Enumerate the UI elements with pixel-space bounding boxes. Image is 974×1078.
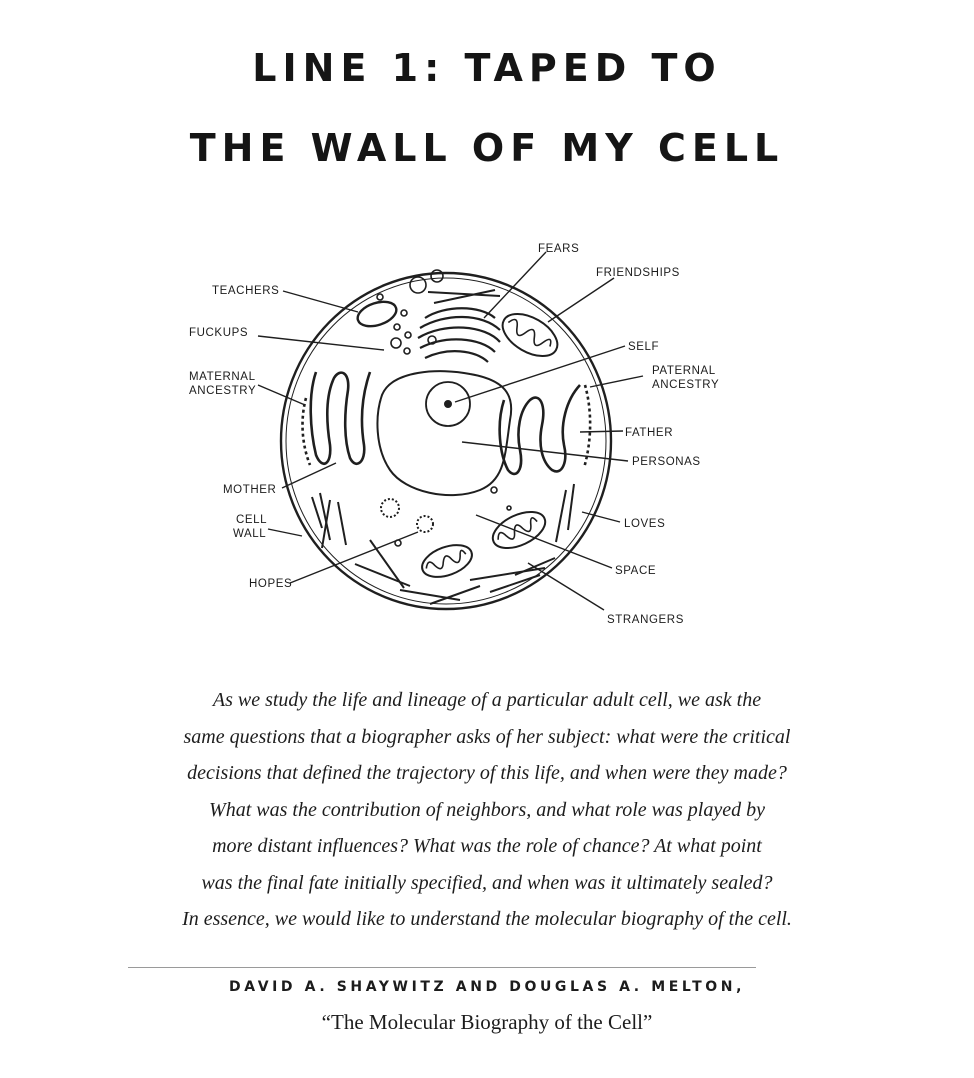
label-father: FATHER — [625, 427, 674, 439]
quote-line: was the final fate initially specified, and when was it ultimately sealed? — [201, 871, 773, 894]
label-cell-wall-1: CELL — [236, 514, 268, 526]
label-paternal-ancestry-2: ANCESTRY — [652, 379, 720, 391]
label-hopes: HOPES — [249, 578, 293, 590]
attribution-source: “The Molecular Biography of the Cell” — [321, 1010, 653, 1034]
quote-line: decisions that defined the trajectory of this life, and when were they made? — [187, 762, 787, 784]
endoplasmic-reticulum-left — [303, 372, 370, 465]
label-maternal-ancestry-2: ANCESTRY — [189, 385, 257, 397]
attribution-authors: DAVID A. SHAYWITZ AND DOUGLAS A. MELTON, — [228, 979, 745, 995]
quote-line: same questions that a biographer asks of her subject: what were the critical — [183, 725, 791, 748]
cell-drawing — [281, 270, 611, 609]
label-personas: PERSONAS — [632, 456, 701, 468]
label-maternal-ancestry-1: MATERNAL — [189, 371, 256, 383]
label-mother: MOTHER — [223, 484, 277, 496]
epigraph-quote — [100, 682, 874, 938]
label-leader-lines — [258, 252, 643, 610]
label-self: SELF — [628, 341, 660, 353]
endoplasmic-reticulum-right — [500, 385, 590, 474]
cell-membrane-inner — [286, 278, 606, 604]
chapter-title-line-2: THE WALL OF MY CELL — [189, 126, 785, 170]
chapter-title-line-1: LINE 1: TAPED TO — [252, 46, 722, 90]
label-strangers: STRANGERS — [607, 614, 684, 626]
label-friendships: FRIENDSHIPS — [596, 267, 680, 279]
label-space: SPACE — [615, 565, 657, 577]
cell-diagram — [0, 200, 974, 650]
quote-line: As we study the life and lineage of a particular adult cell, we ask the — [212, 689, 762, 711]
label-fears: FEARS — [538, 243, 580, 255]
label-cell-wall-2: WALL — [233, 528, 267, 540]
label-paternal-ancestry-1: PATERNAL — [652, 365, 716, 377]
quote-line: What was the contribution of neighbors, and what role was played by — [209, 798, 765, 821]
golgi-apparatus — [418, 308, 500, 362]
label-teachers: TEACHERS — [212, 285, 280, 297]
label-loves: LOVES — [624, 518, 666, 530]
quote-line: more distant influences? What was the role of chance? At what point — [212, 835, 762, 857]
label-fuckups: FUCKUPS — [189, 327, 249, 339]
divider-rule — [128, 967, 756, 968]
centrioles — [381, 499, 433, 532]
quote-line: In essence, we would like to understand the molecular biography of the cell. — [182, 908, 792, 930]
